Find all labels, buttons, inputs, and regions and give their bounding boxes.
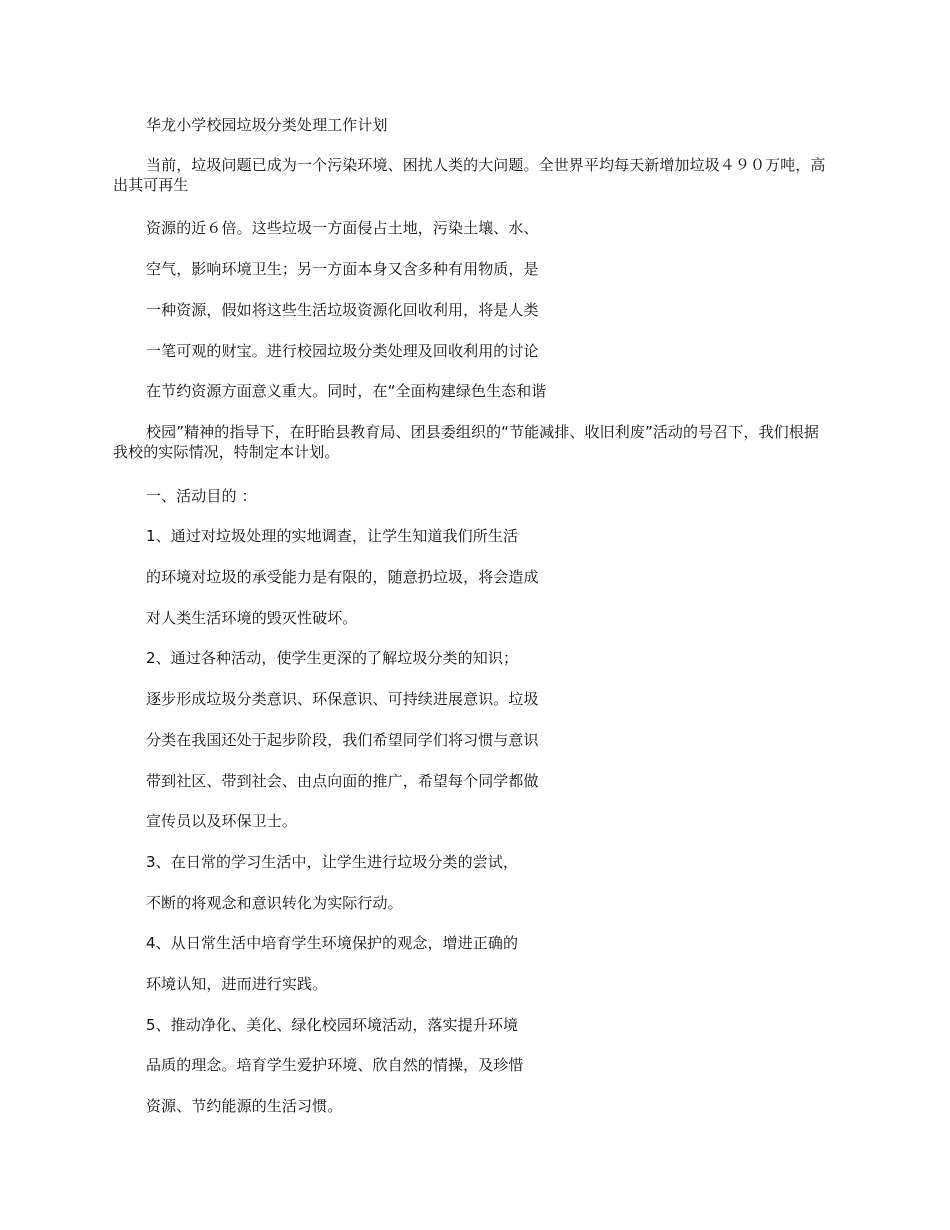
list-item-line: 品质的理念。培育学生爱护环境、欣自然的情操，及珍惜 <box>146 1056 524 1074</box>
paragraph-line: 校园”精神的指导下，在盱眙县教育局、团县委组织的“节能减排、收旧利废”活动的号召下，我们根据我校的实际情况，特制定本计划。 <box>113 423 819 461</box>
list-item: 3、在日常的学习生活中，让学生进行垃圾分类的尝试， <box>146 853 519 871</box>
list-item-line: 分类在我国还处于起步阶段，我们希望同学们将习惯与意识 <box>146 731 539 749</box>
document-title: 华龙小学校园垃圾分类处理工作计划 <box>146 116 388 134</box>
list-item: 1、通过对垃圾处理的实地调查，让学生知道我们所生活 <box>146 527 519 545</box>
section-heading: 一、活动目的 ： <box>146 487 257 505</box>
list-item-line: 带到社区、带到社会、由点向面的推广，希望每个同学都做 <box>146 772 539 790</box>
paragraph-line: 资源的近６倍。这些垃圾一方面侵占土地，污染土壤、水、 <box>146 219 539 237</box>
list-item-line: 环境认知，进而进行实践。 <box>146 975 328 993</box>
list-item-line: 宣传员以及环保卫士。 <box>146 812 298 830</box>
paragraph-line: 在节约资源方面意义重大。同时，在“全面构建绿色生态和谐 <box>146 382 547 400</box>
list-item: 4、从日常生活中培育学生环境保护的观念，增进正确的 <box>146 934 519 952</box>
paragraph-line: 空气，影响环境卫生；另一方面本身又含多种有用物质，是 <box>146 260 539 278</box>
list-item: 2、通过各种活动，使学生更深的了解垃圾分类的知识； <box>146 649 519 667</box>
list-item: 5、推动净化、美化、绿化校园环境活动，落实提升环境 <box>146 1016 519 1034</box>
list-item-line: 不断的将观念和意识转化为实际行动。 <box>146 894 403 912</box>
list-item-line: 的环境对垃圾的承受能力是有限的，随意扔垃圾，将会造成 <box>146 568 539 586</box>
list-item-line: 对人类生活环境的毁灭性破坏。 <box>146 609 358 627</box>
paragraph-intro: 当前，垃圾问题已成为一个污染环境、困扰人类的大问题。全世界平均每天新增加垃圾４９０万吨，高出其可再生 <box>113 156 826 194</box>
paragraph-line: 一种资源，假如将这些生活垃圾资源化回收利用，将是人类 <box>146 301 539 319</box>
list-item-line: 逐步形成垃圾分类意识、环保意识、可持续进展意识。垃圾 <box>146 690 539 708</box>
list-item-line: 资源、节约能源的生活习惯。 <box>146 1097 343 1115</box>
paragraph-line: 一笔可观的财宝。进行校园垃圾分类处理及回收利用的讨论 <box>146 342 539 360</box>
